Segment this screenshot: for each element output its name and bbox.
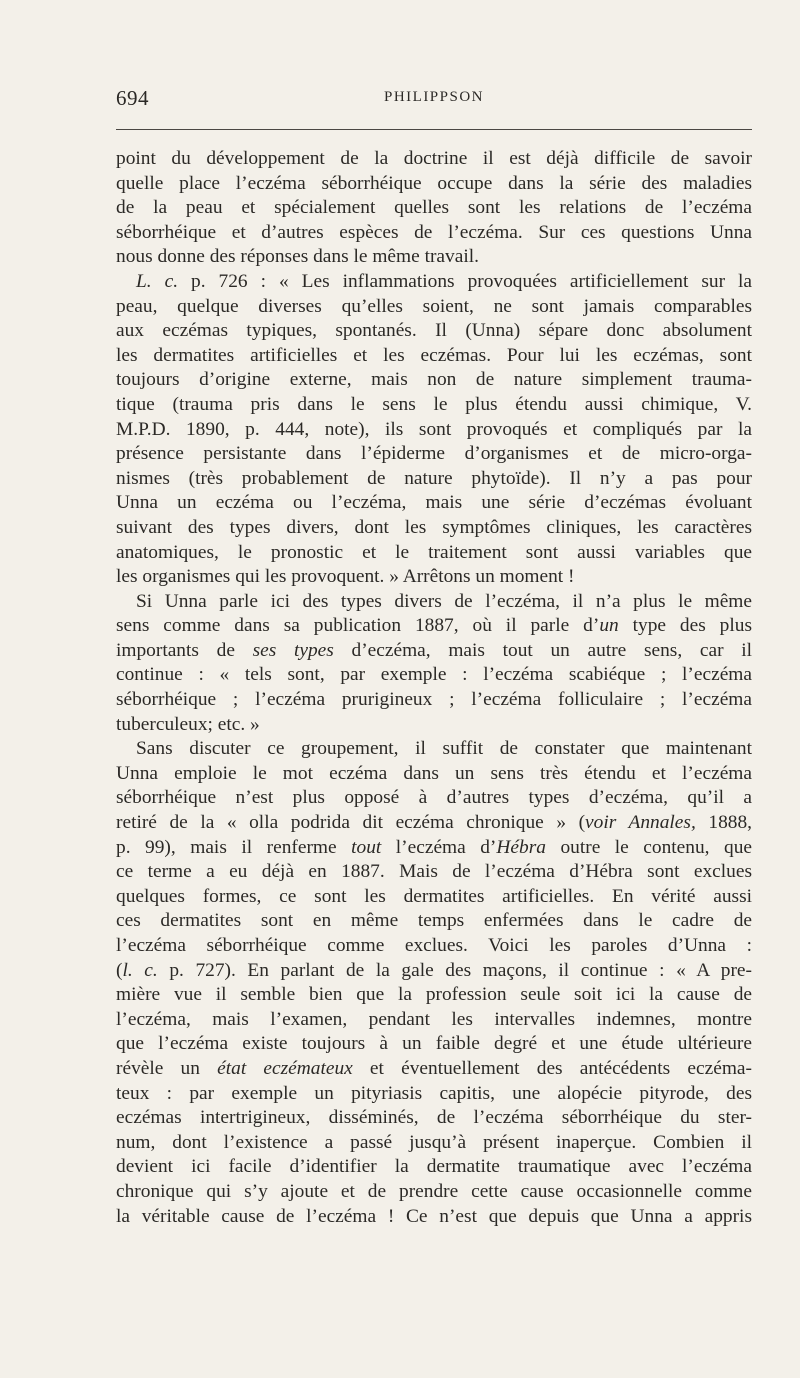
text-segment: M.P.D. 1890, p. 444, note), ils sont provoqués et compliqués par la bbox=[116, 418, 752, 440]
text-segment: eczémas intertrigineux, disséminés, de l’eczéma séborrhéique du ster- bbox=[116, 1107, 752, 1129]
italic-text: voir Annales, bbox=[585, 812, 696, 834]
text-line bbox=[116, 418, 752, 443]
text-line bbox=[116, 614, 752, 639]
text-line bbox=[116, 467, 752, 492]
text-line bbox=[116, 1205, 752, 1230]
text-line bbox=[116, 319, 752, 344]
text-segment: continue : « tels sont, par exemple : l’eczéma scabiéque ; l’eczéma bbox=[116, 664, 752, 686]
italic-text: état eczémateux bbox=[217, 1057, 353, 1079]
header-rule bbox=[116, 129, 752, 130]
text-segment: type des plus bbox=[618, 615, 752, 637]
text-line bbox=[116, 270, 752, 295]
text-line bbox=[116, 713, 752, 738]
text-line bbox=[116, 639, 752, 664]
text-line bbox=[116, 172, 752, 197]
text-segment: l’eczéma d’ bbox=[381, 836, 497, 858]
text-line bbox=[116, 1082, 752, 1107]
text-segment: suivant des types divers, dont les symptômes cliniques, les caractères bbox=[116, 516, 752, 538]
text-segment: mière vue il semble bien que la profession seule soit ici la cause de bbox=[116, 984, 752, 1006]
text-line bbox=[116, 147, 752, 172]
text-line bbox=[116, 368, 752, 393]
text-line bbox=[116, 295, 752, 320]
text-segment: quelle place l’eczéma séborrhéique occupe dans la série des maladies bbox=[116, 172, 752, 194]
text-segment: num, dont l’existence a passé jusqu’à présent inaperçue. Combien il bbox=[116, 1131, 752, 1153]
text-segment: outre le contenu, que bbox=[545, 836, 753, 858]
text-line bbox=[116, 1008, 752, 1033]
page-number: 694 bbox=[116, 86, 149, 110]
text-segment: présence persistante dans l’épiderme d’organismes et de micro-orga- bbox=[116, 443, 752, 465]
text-line bbox=[116, 934, 752, 959]
text-segment: tuberculeux; etc. » bbox=[116, 713, 260, 735]
text-line bbox=[116, 762, 752, 787]
text-segment: quelques formes, ce sont les dermatites artificielles. En vérité aussi bbox=[116, 885, 752, 907]
text-segment: Unna un eczéma ou l’eczéma, mais une série d’eczémas évoluant bbox=[116, 492, 752, 514]
text-segment: la véritable cause de l’eczéma ! Ce n’est que depuis que Unna a appris bbox=[116, 1205, 752, 1227]
text-segment: séborrhéique ; l’eczéma prurigineux ; l’eczéma folliculaire ; l’eczéma bbox=[116, 689, 752, 711]
text-segment: aux eczémas typiques, spontanés. Il (Unna) sépare donc absolument bbox=[116, 320, 752, 342]
text-segment: retiré de la « olla podrida dit eczéma chronique » ( bbox=[116, 812, 586, 834]
text-line bbox=[116, 1057, 752, 1082]
text-line bbox=[116, 1180, 752, 1205]
text-line bbox=[116, 737, 752, 762]
text-segment: anatomiques, le pronostic et le traitement sont aussi variables que bbox=[116, 541, 752, 563]
text-segment: Si Unna parle ici des types divers de l’eczéma, il n’a plus le même bbox=[136, 590, 752, 612]
text-segment: point du développement de la doctrine il est déjà difficile de savoir bbox=[116, 148, 752, 169]
italic-text: un bbox=[599, 615, 619, 637]
text-segment: devient ici facile d’identifier la dermatite traumatique avec l’eczéma bbox=[116, 1156, 752, 1178]
text-line bbox=[116, 786, 752, 811]
text-segment: chronique qui s’y ajoute et de prendre cette cause occasionnelle comme bbox=[116, 1180, 752, 1202]
text-line bbox=[116, 442, 752, 467]
text-segment: révèle un bbox=[116, 1057, 218, 1079]
italic-text: Hébra bbox=[496, 836, 546, 858]
text-segment: séborrhéique et d’autres espèces de l’eczéma. Sur ces questions Unna bbox=[116, 221, 752, 243]
text-segment: importants de bbox=[116, 639, 253, 661]
italic-text: tout bbox=[351, 836, 382, 858]
text-line bbox=[116, 221, 752, 246]
page-header bbox=[116, 86, 752, 116]
text-line bbox=[116, 393, 752, 418]
text-line bbox=[116, 344, 752, 369]
text-segment: Sans discuter ce groupement, il suffit de constater que maintenant bbox=[136, 738, 752, 760]
text-line bbox=[116, 663, 752, 688]
text-line bbox=[116, 836, 752, 861]
text-segment: ( bbox=[116, 959, 123, 981]
italic-text: l. c. bbox=[122, 959, 158, 981]
text-line bbox=[116, 1032, 752, 1057]
body-text bbox=[116, 147, 752, 1229]
text-segment: que l’eczéma existe toujours à un faible degré et une étude ultérieure bbox=[116, 1033, 752, 1055]
text-segment: 1888, bbox=[695, 812, 752, 834]
text-line bbox=[116, 565, 752, 590]
text-segment: séborrhéique n’est plus opposé à d’autres types d’eczéma, qu’il a bbox=[116, 787, 752, 809]
text-segment: nismes (très probablement de nature phytoïde). Il n’y a pas pour bbox=[116, 467, 752, 489]
text-line bbox=[116, 1106, 752, 1131]
text-line bbox=[116, 1155, 752, 1180]
text-line bbox=[116, 196, 752, 221]
text-segment: ce terme a eu déjà en 1887. Mais de l’eczéma d’Hébra sont exclues bbox=[116, 861, 752, 883]
text-segment: ces dermatites sont en même temps enfermées dans le cadre de bbox=[116, 910, 752, 932]
text-segment: peau, quelque diverses qu’elles soient, ne sont jamais comparables bbox=[116, 295, 752, 317]
text-line bbox=[116, 885, 752, 910]
text-segment: sens comme dans sa publication 1887, où il parle d’ bbox=[116, 615, 600, 637]
text-line bbox=[116, 688, 752, 713]
text-segment: teux : par exemple un pityriasis capitis, une alopécie pityrode, des bbox=[116, 1082, 752, 1104]
text-segment: et éventuellement des antécédents eczéma- bbox=[352, 1057, 752, 1079]
text-line bbox=[116, 811, 752, 836]
text-line bbox=[116, 1131, 752, 1156]
text-line bbox=[116, 983, 752, 1008]
italic-text: L. c. bbox=[136, 270, 179, 292]
text-line bbox=[116, 909, 752, 934]
text-line bbox=[116, 516, 752, 541]
text-segment: p. 726 : « Les inflammations provoquées artificiellement sur la bbox=[178, 270, 752, 292]
text-segment: tique (trauma pris dans le sens le plus étendu aussi chimique, V. bbox=[116, 393, 752, 415]
text-segment: de la peau et spécialement quelles sont les relations de l’eczéma bbox=[116, 197, 752, 219]
text-line bbox=[116, 541, 752, 566]
text-segment: p. 727). En parlant de la gale des maçons, il continue : « A pre- bbox=[157, 959, 752, 981]
text-line bbox=[116, 491, 752, 516]
text-segment: nous donne des réponses dans le même travail. bbox=[116, 246, 479, 268]
text-line bbox=[116, 590, 752, 615]
text-segment: d’eczéma, mais tout un autre sens, car il bbox=[333, 639, 753, 661]
text-segment: les dermatites artificielles et les eczémas. Pour lui les eczémas, sont bbox=[116, 344, 752, 366]
text-segment: p. 99), mais il renferme bbox=[116, 836, 352, 858]
text-segment: les organismes qui les provoquent. » Arrêtons un moment ! bbox=[116, 566, 575, 588]
text-segment: Unna emploie le mot eczéma dans un sens très étendu et l’eczéma bbox=[116, 762, 752, 784]
text-line bbox=[116, 959, 752, 984]
text-segment: l’eczéma séborrhéique comme exclues. Voici les paroles d’Unna : bbox=[116, 935, 752, 956]
text-segment: toujours d’origine externe, mais non de nature simplement trauma- bbox=[116, 369, 752, 391]
text-line bbox=[116, 245, 752, 270]
text-segment: l’eczéma, mais l’examen, pendant les intervalles indemnes, montre bbox=[116, 1008, 752, 1030]
text-line bbox=[116, 860, 752, 885]
running-head: PHILIPPSON bbox=[383, 89, 485, 105]
italic-text: ses types bbox=[252, 639, 334, 661]
